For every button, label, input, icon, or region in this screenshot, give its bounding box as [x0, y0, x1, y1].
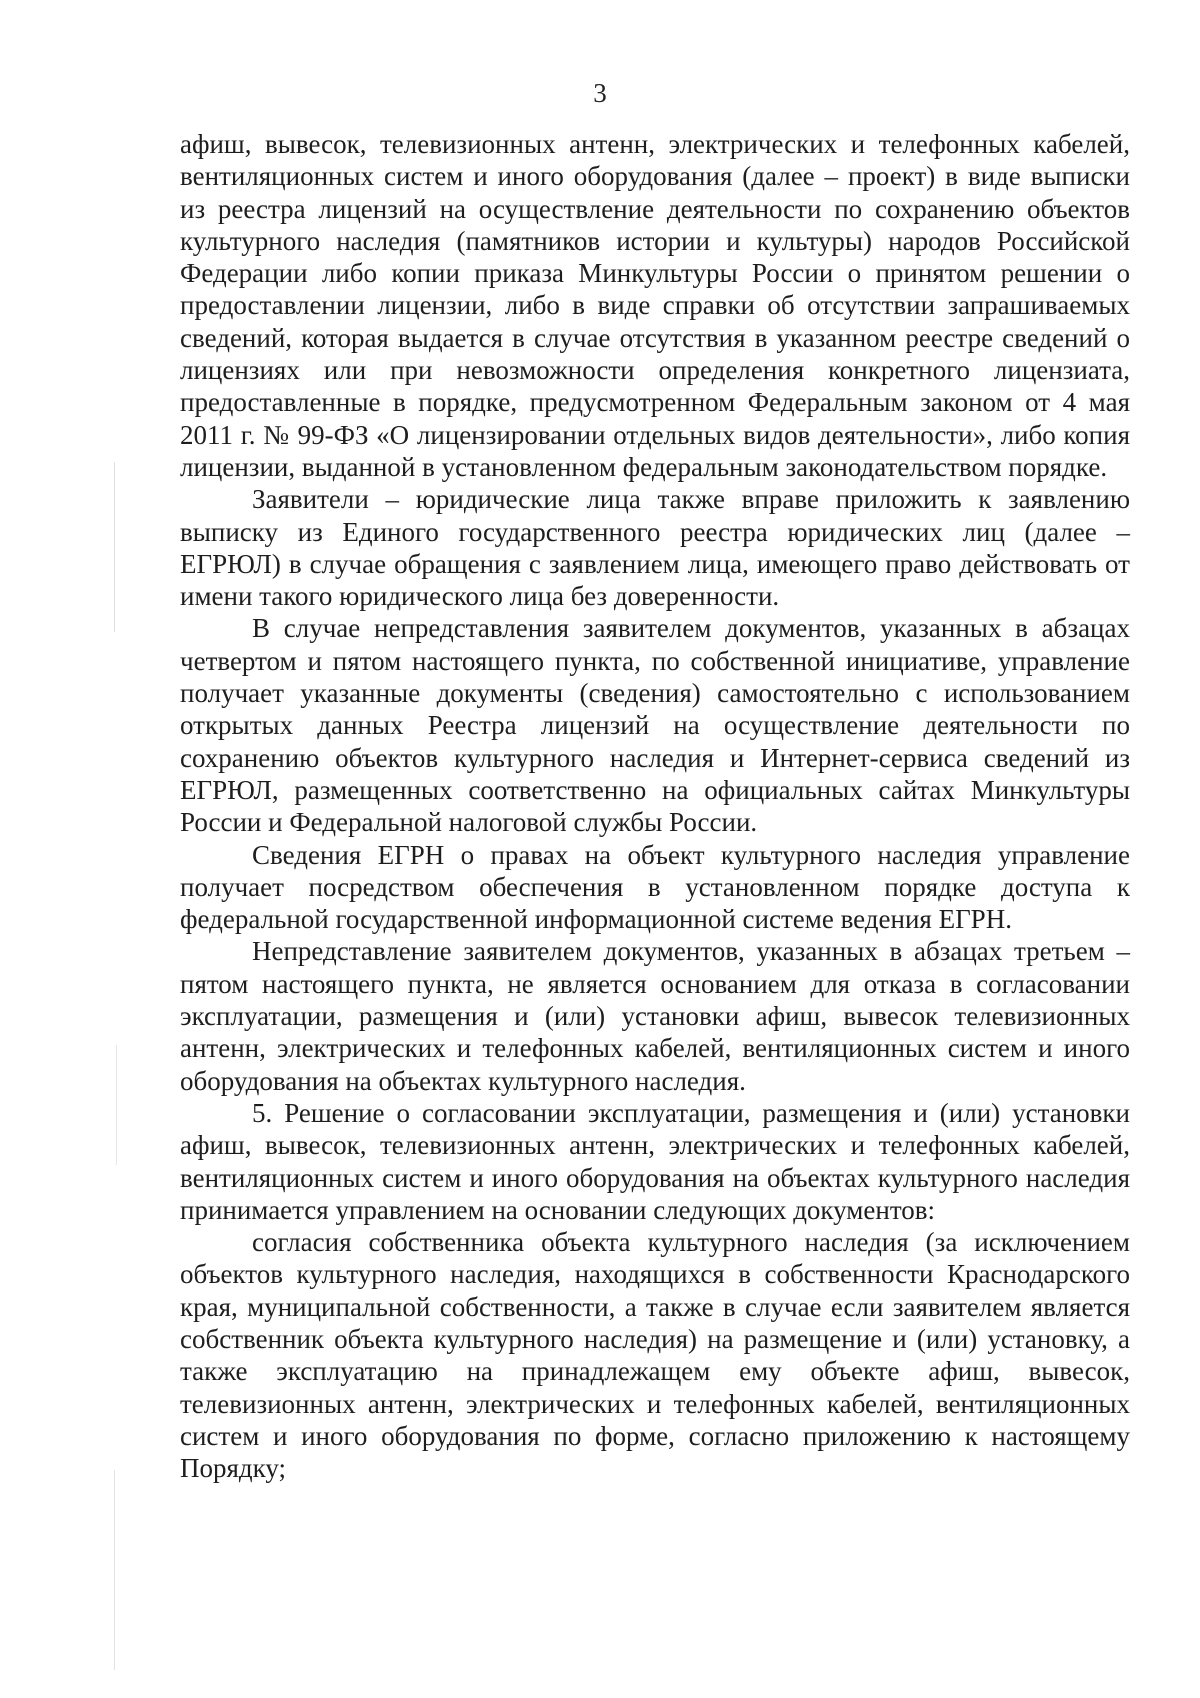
document-body: [180, 128, 1130, 1484]
paragraph-section-5: 5. Решение о согласовании эксплуатации, размещения и (или) установки афиш, вывесок, телевизионных антенн, электрических и телефонных кабелей, вентиляционных систем и иного оборудования на объектах культурного наследия принимается управлением на основании следующих документов:: [180, 1097, 1130, 1225]
page-number: 3: [593, 78, 607, 108]
scan-edge-mark: [114, 462, 115, 632]
paragraph-continuation: афиш, вывесок, телевизионных антенн, электрических и телефонных кабелей, вентиляционных систем и иного оборудования (далее – проект) в виде выписки из реестра лицензий на осуществление деятельности по сохранению объектов культурного наследия (памятников истории и культуры) народов Российской Федерации либо копии приказа Минкультуры России о принятом решении о предоставлении лицензии, либо в виде справки об отсутствии запрашиваемых сведений, которая выдается в случае отсутствия в указанном реестре сведений о лицензиях или при невозможности определения конкретного лицензиата, предоставленные в порядке, предусмотренном Федеральным законом от 4 мая 2011 г. № 99-ФЗ «О лицензировании отдельных видов деятельности», либо копия лицензии, выданной в установленном федеральным законодательством порядке.: [180, 129, 1130, 482]
paragraph-nonsubmission-documents: В случае непредставления заявителем документов, указанных в абзацах четвертом и пятом настоящего пункта, по собственной инициативе, управление получает указанные документы (сведения) самостоятельно с использованием открытых данных Реестра лицензий на осуществление деятельности по сохранению объектов культурного наследия и Интернет-сервиса сведений из ЕГРЮЛ, размещенных соответственно на официальных сайтах Минкультуры России и Федеральной налоговой службы России.: [180, 613, 1130, 838]
paragraph-egrn-info: Сведения ЕГРН о правах на объект культурного наследия управление получает посредством обеспечения в установленном порядке доступа к федеральной государственной информационной системе ведения ЕГРН.: [180, 839, 1130, 935]
paragraph-applicants-legal-entities: Заявители – юридические лица также вправе приложить к заявлению выписку из Единого государственного реестра юридических лиц (далее – ЕГРЮЛ) в случае обращения с заявлением лица, имеющего право действовать от имени такого юридического лица без доверенности.: [180, 484, 1130, 612]
scan-edge-mark: [114, 1470, 115, 1670]
paragraph-nonsubmission-not-grounds: Непредставление заявителем документов, указанных в абзацах третьем – пятом настоящего пункта, не является основанием для отказа в согласовании эксплуатации, размещения и (или) установки афиш, вывесок телевизионных антенн, электрических и телефонных кабелей, вентиляционных систем и иного оборудования на объектах культурного наследия.: [180, 936, 1130, 1096]
paragraph-owner-consent: согласия собственника объекта культурного наследия (за исключением объектов культурного наследия, находящихся в собственности Краснодарского края, муниципальной собственности, а также в случае если заявителем является собственник объекта культурного наследия) на размещение и (или) установку, а также эксплуатацию на принадлежащем ему объекте афиш, вывесок, телевизионных антенн, электрических и телефонных кабелей, вентиляционных систем и иного оборудования по форме, согласно приложению к настоящему Порядку;: [180, 1227, 1130, 1484]
scan-edge-mark: [116, 1045, 117, 1165]
